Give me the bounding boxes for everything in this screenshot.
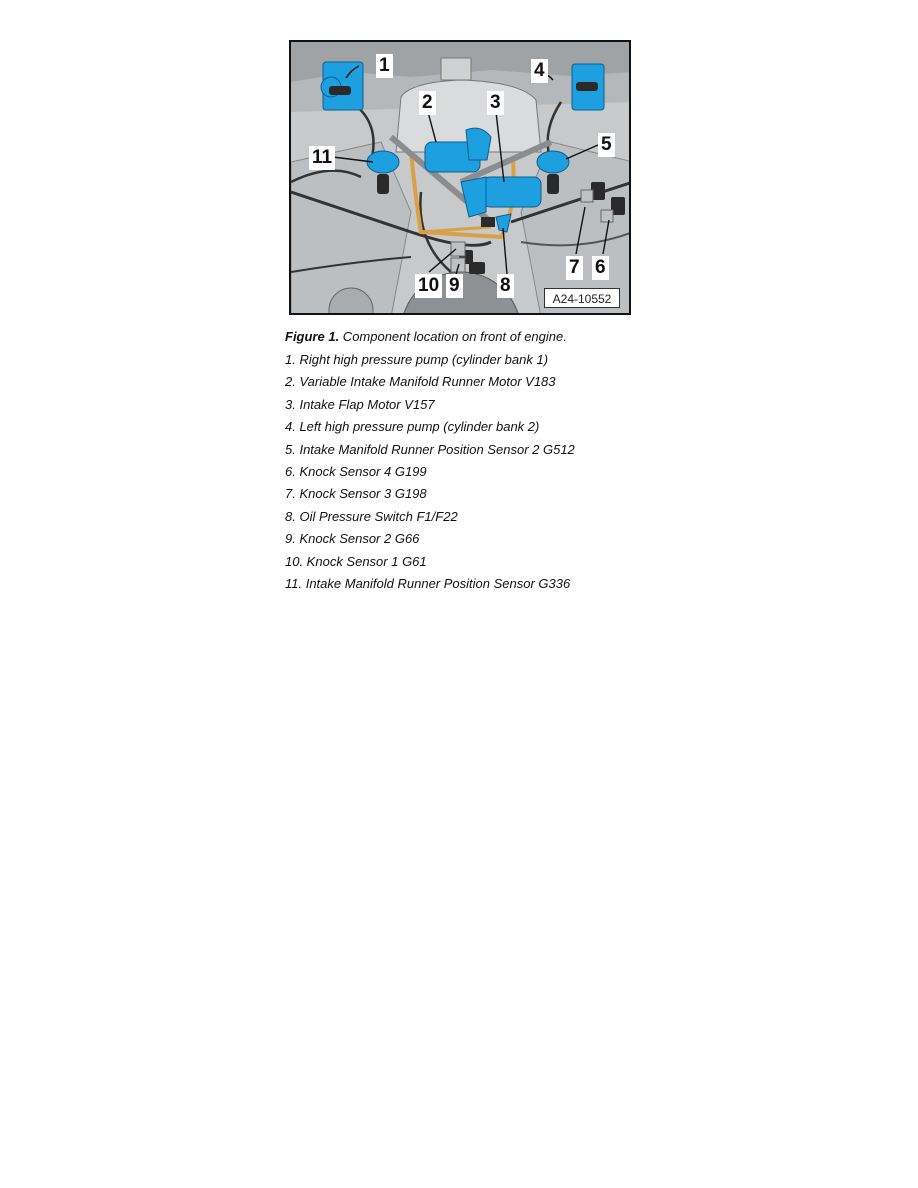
callout-3: 3 <box>487 91 504 115</box>
legend-item: 3. Intake Flap Motor V157 <box>285 396 435 412</box>
callout-5: 5 <box>598 133 615 157</box>
legend-item: 10. Knock Sensor 1 G61 <box>285 553 427 569</box>
callout-6: 6 <box>592 256 609 280</box>
figure-caption <box>285 329 567 345</box>
callout-8: 8 <box>497 274 514 298</box>
figure-reference-code: A24-10552 <box>544 288 620 308</box>
callout-2: 2 <box>419 91 436 115</box>
callout-9: 9 <box>446 274 463 298</box>
callout-1: 1 <box>376 54 393 78</box>
caption-label: Figure 1. <box>285 329 340 344</box>
legend-item: 1. Right high pressure pump (cylinder bank 1) <box>285 352 549 367</box>
legend-item: 9. Knock Sensor 2 G66 <box>285 531 420 547</box>
legend-item: 8. Oil Pressure Switch F1/F22 <box>285 508 458 524</box>
legend-item: 6. Knock Sensor 4 G199 <box>285 463 427 479</box>
legend-item: 5. Intake Manifold Runner Position Sensor 2 G512 <box>285 441 575 457</box>
callout-4: 4 <box>531 59 548 83</box>
legend-item: 2. Variable Intake Manifold Runner Motor V183 <box>285 374 556 390</box>
callout-10: 10 <box>415 274 442 298</box>
legend-item: 4. Left high pressure pump (cylinder bank 2) <box>285 419 540 435</box>
caption-text: Component location on front of engine. <box>339 329 567 344</box>
legend-item: 7. Knock Sensor 3 G198 <box>285 486 427 502</box>
callout-7: 7 <box>566 256 583 280</box>
component-legend <box>285 352 575 598</box>
callout-11: 11 <box>309 146 335 170</box>
legend-item: 11. Intake Manifold Runner Position Sensor G336 <box>285 575 571 591</box>
engine-figure <box>289 40 631 315</box>
